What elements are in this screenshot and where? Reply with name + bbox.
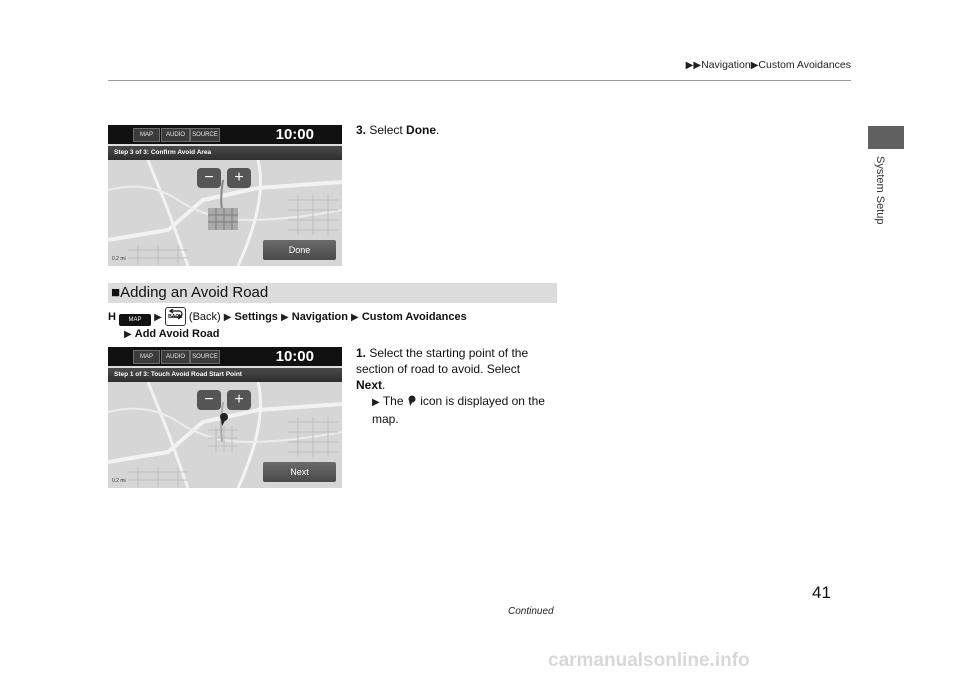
- step-1-instruction: 1. Select the starting point of the section of road to avoid. Select Next.: [356, 346, 529, 392]
- section-bullet-icon: ■: [111, 284, 121, 301]
- path-item-add-avoid-road: Add Avoid Road: [134, 328, 220, 340]
- back-icon: BACK: [165, 307, 186, 326]
- step-1-result: ▶ The icon is displayed on the map.: [372, 394, 545, 426]
- step-title: Step 3 of 3: Confirm Avoid Area: [108, 146, 342, 160]
- source-button[interactable]: SOURCE: [190, 350, 220, 364]
- map-button-icon: MAP: [119, 314, 151, 326]
- audio-button[interactable]: AUDIO: [161, 128, 190, 142]
- path-arrow-icon: ▶: [154, 312, 162, 323]
- path-item-navigation: Navigation: [291, 311, 348, 323]
- source-button[interactable]: SOURCE: [190, 128, 220, 142]
- zoom-in-button[interactable]: +: [227, 168, 251, 188]
- menu-path: H MAP ▶ BACK (Back) ▶ Settings ▶ Navigation ▶ Custom Avoidances ▶ Add Avoid Road: [108, 307, 558, 343]
- home-icon: H: [108, 311, 116, 323]
- screen-confirm-avoid-area: [108, 125, 342, 266]
- header-divider: [108, 80, 851, 81]
- breadcrumb: [500, 59, 851, 71]
- path-item-settings: Settings: [234, 311, 278, 323]
- result-arrow-icon: ▶: [372, 397, 380, 408]
- chapter-label: System Setup: [874, 156, 886, 225]
- next-button[interactable]: Next: [263, 462, 336, 482]
- path-arrow-icon: ▶: [351, 312, 359, 323]
- zoom-out-button[interactable]: −: [197, 168, 221, 188]
- breadcrumb-arrow-icon: ▶▶: [685, 60, 702, 71]
- map-scale: 0.2 mi: [112, 478, 126, 484]
- breadcrumb-arrow-icon: ▶: [750, 60, 759, 71]
- clock: 10:00: [275, 126, 314, 143]
- path-arrow-icon: ▶: [280, 312, 289, 323]
- map-button[interactable]: MAP: [133, 350, 160, 364]
- zoom-in-button[interactable]: +: [227, 390, 251, 410]
- section-title: ■Adding an Avoid Road: [111, 284, 269, 301]
- breadcrumb-item-custom-avoidances[interactable]: Custom Avoidances: [758, 59, 851, 71]
- map-button[interactable]: MAP: [133, 128, 160, 142]
- chapter-tab: [868, 126, 904, 149]
- step-3-instruction: 3. Select Done.: [356, 123, 440, 137]
- path-arrow-icon: ▶: [124, 329, 132, 340]
- path-item-custom-avoidances: Custom Avoidances: [361, 311, 467, 323]
- zoom-out-button[interactable]: −: [197, 390, 221, 410]
- path-arrow-icon: ▶: [223, 312, 232, 323]
- page-number: 41: [812, 583, 831, 602]
- watermark: carmanualsonline.info: [548, 650, 750, 671]
- pin-icon: [407, 395, 417, 407]
- breadcrumb-item-navigation[interactable]: Navigation: [701, 59, 751, 71]
- step-title: Step 1 of 3: Touch Avoid Road Start Point: [108, 368, 342, 382]
- map-scale: 0.2 mi: [112, 256, 126, 262]
- audio-button[interactable]: AUDIO: [161, 350, 190, 364]
- clock: 10:00: [275, 348, 314, 365]
- screen-touch-start-point: [108, 347, 342, 488]
- continued-label: Continued: [508, 606, 554, 617]
- done-button[interactable]: Done: [263, 240, 336, 260]
